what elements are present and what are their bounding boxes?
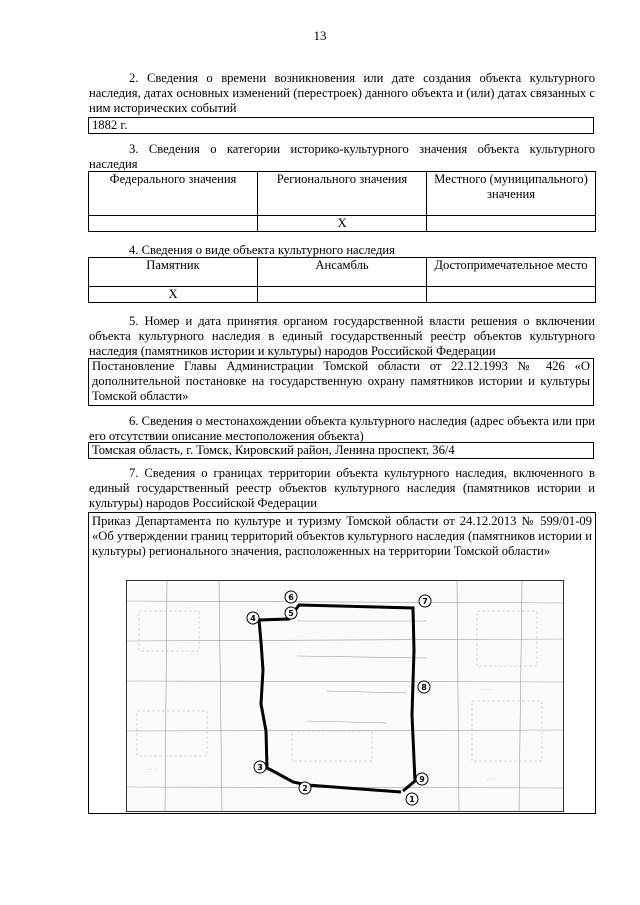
type-table — [88, 257, 596, 303]
type-monument-mark: X — [89, 287, 258, 303]
section-2-heading: 2. Сведения о времени возникновения или дате создания объекта культурного наследия, датах основных изменений (перестроек) данного объекта и (или) датах связанных с ним исторических событий — [89, 71, 595, 115]
type-ensemble-header: Ансамбль — [258, 258, 427, 287]
category-regional-header: Регионального значения — [258, 172, 427, 216]
category-local-header: Местного (муниципального) значения — [427, 172, 596, 216]
section-6-value: Томская область, г. Томск, Кировский район, Ленина проспект, 36/4 — [88, 442, 594, 459]
point-label-6: 6 — [288, 593, 294, 602]
type-ensemble-mark — [258, 287, 427, 303]
section-3-heading: 3. Сведения о категории историко-культурного значения объекта культурного наследия — [89, 142, 595, 171]
category-table — [88, 171, 596, 232]
svg-text:- - -: - - - — [482, 687, 491, 693]
type-landmark-header: Достопримечательное место — [427, 258, 596, 287]
section-5-value: Постановление Главы Администрации Томской области от 22.12.1993 № 426 «О дополнительной постановке на государственную охрану памятников истории и культуры Томской области» — [88, 358, 594, 406]
boundary-map-drawing — [127, 581, 563, 811]
point-label-7: 7 — [422, 597, 428, 606]
svg-text:- - - -: - - - - — [187, 652, 199, 658]
section-7-heading: 7. Сведения о границах территории объекта культурного наследия, включенного в единый государственный реестр объектов культурного наследия (памятников истории и культуры) народов Российской Федерации — [89, 466, 595, 510]
section-5-heading: 5. Номер и дата принятия органом государственной власти решения о включении объекта культурного наследия в единый государственный реестр объектов культурного наследия (памятников истории и культуры) народов Российской Федерации — [89, 314, 595, 358]
point-label-5: 5 — [288, 609, 294, 618]
category-local-mark — [427, 216, 596, 232]
page-number: 13 — [313, 28, 327, 43]
type-landmark-mark — [427, 287, 596, 303]
point-label-8: 8 — [421, 683, 427, 692]
svg-text:- - -: - - - — [147, 767, 156, 773]
category-regional-mark: X — [258, 216, 427, 232]
category-federal-header: Федерального значения — [89, 172, 258, 216]
point-label-3: 3 — [257, 763, 263, 772]
point-label-1: 1 — [409, 795, 415, 804]
type-monument-header: Памятник — [89, 258, 258, 287]
section-2-value: 1882 г. — [88, 117, 594, 134]
section-4-heading: 4. Сведения о виде объекта культурного наследия — [129, 243, 395, 257]
point-label-9: 9 — [419, 775, 425, 784]
point-label-2: 2 — [302, 784, 308, 793]
svg-text:- - -: - - - — [487, 777, 496, 783]
point-label-4: 4 — [250, 614, 256, 623]
section-7-value: Приказ Департамента по культуре и туризму Томской области от 24.12.2013 № 599/01-09 «Об утверждении границ территорий объектов культурного наследия (памятников истории и культуры) регионального значения, расположенных на территории Томской области» — [92, 514, 592, 558]
category-federal-mark — [89, 216, 258, 232]
boundary-map — [126, 580, 564, 812]
section-6-heading: 6. Сведения о местонахождении объекта культурного наследия (адрес объекта или при его отсутствии описание местоположения объекта) — [89, 414, 595, 443]
boundary-box — [88, 512, 596, 814]
